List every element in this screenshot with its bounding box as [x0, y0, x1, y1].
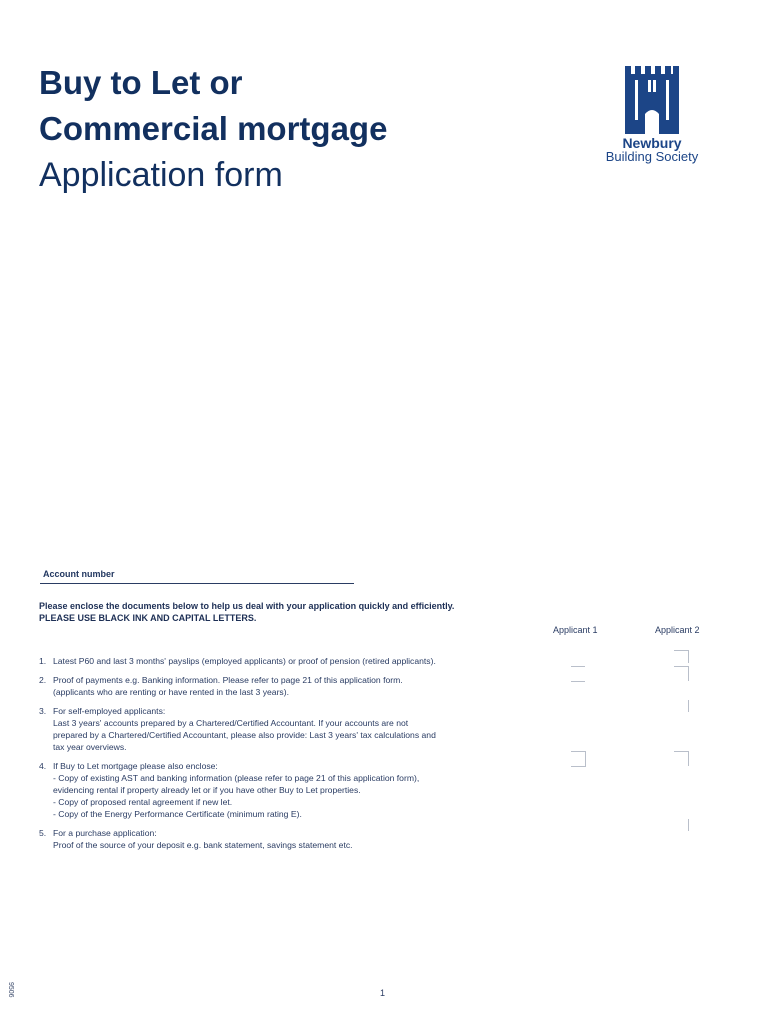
checkbox-applicant-2-item-4[interactable] [674, 751, 689, 766]
list-item [39, 760, 539, 820]
item-text [53, 760, 539, 820]
item-text [53, 827, 539, 851]
logo-subtitle: Building Society [605, 149, 699, 164]
item-line: Last 3 years' accounts prepared by a Chartered/Certified Accountant. If your accounts are not [53, 718, 409, 728]
item-line: prepared by a Chartered/Certified Accountant, please also provide: Last 3 years' tax calculations and [53, 730, 436, 740]
item-text [53, 674, 539, 698]
list-item [39, 705, 539, 753]
item-text [53, 655, 539, 667]
checkbox-applicant-2-item-5[interactable] [687, 819, 689, 831]
item-line: (applicants who are renting or have rented in the last 3 years). [53, 687, 289, 697]
page-number: 1 [380, 988, 386, 998]
list-item [39, 655, 539, 667]
checkbox-applicant-1-item-2[interactable] [571, 681, 585, 684]
checkbox-applicant-1-item-4[interactable] [571, 751, 586, 767]
title-block [39, 60, 387, 198]
list-item [39, 674, 539, 698]
logo-name: Newbury [622, 135, 682, 151]
list-item [39, 827, 539, 851]
item-line: Latest P60 and last 3 months' payslips (employed applicants) or proof of pension (retired applicants). [53, 656, 436, 666]
document-checklist [39, 655, 539, 858]
checkbox-applicant-2-item-3[interactable] [687, 700, 689, 712]
newbury-logo [596, 66, 708, 164]
column-header-applicant-2: Applicant 2 [655, 625, 700, 635]
item-line: If Buy to Let mortgage please also enclose: [53, 761, 218, 771]
page-subtitle: Application form [39, 156, 283, 194]
form-code: 9506 [7, 982, 14, 998]
item-line: Proof of the source of your deposit e.g. bank statement, savings statement etc. [53, 840, 353, 850]
item-text [53, 705, 539, 753]
account-number-field[interactable] [40, 569, 354, 584]
castle-tower-icon [623, 66, 681, 134]
instructions [39, 600, 454, 624]
item-line: tax year overviews. [53, 742, 127, 752]
item-line: For a purchase application: [53, 828, 157, 838]
item-number: 5. [39, 828, 47, 838]
instructions-line-1: Please enclose the documents below to help us deal with your application quickly and efficiently. [39, 601, 455, 611]
item-line: For self-employed applicants: [53, 706, 166, 716]
checkbox-applicant-1-item-1[interactable] [571, 666, 585, 675]
account-number-label: Account number [43, 569, 115, 579]
item-number: 2. [39, 675, 47, 685]
page-title-line-2: Commercial mortgage [39, 110, 388, 147]
item-line: - Copy of proposed rental agreement if new let. [53, 797, 233, 807]
item-number: 3. [39, 706, 47, 716]
item-number: 4. [39, 761, 47, 771]
column-header-applicant-1: Applicant 1 [553, 625, 598, 635]
item-line: - Copy of the Energy Performance Certificate (minimum rating E). [53, 809, 302, 819]
item-line: - Copy of existing AST and banking information (please refer to page 21 of this application form), [53, 773, 420, 783]
page-title-line-1: Buy to Let or [39, 64, 243, 101]
checkbox-applicant-2-item-2[interactable] [674, 666, 689, 681]
instructions-line-2: PLEASE USE BLACK INK AND CAPITAL LETTERS. [39, 613, 257, 623]
item-line: Proof of payments e.g. Banking information. Please refer to page 21 of this application form. [53, 675, 403, 685]
item-line: evidencing rental if property already let or if you have other Buy to Let properties. [53, 785, 361, 795]
checkbox-applicant-2-item-1[interactable] [674, 650, 689, 663]
item-number: 1. [39, 656, 47, 666]
